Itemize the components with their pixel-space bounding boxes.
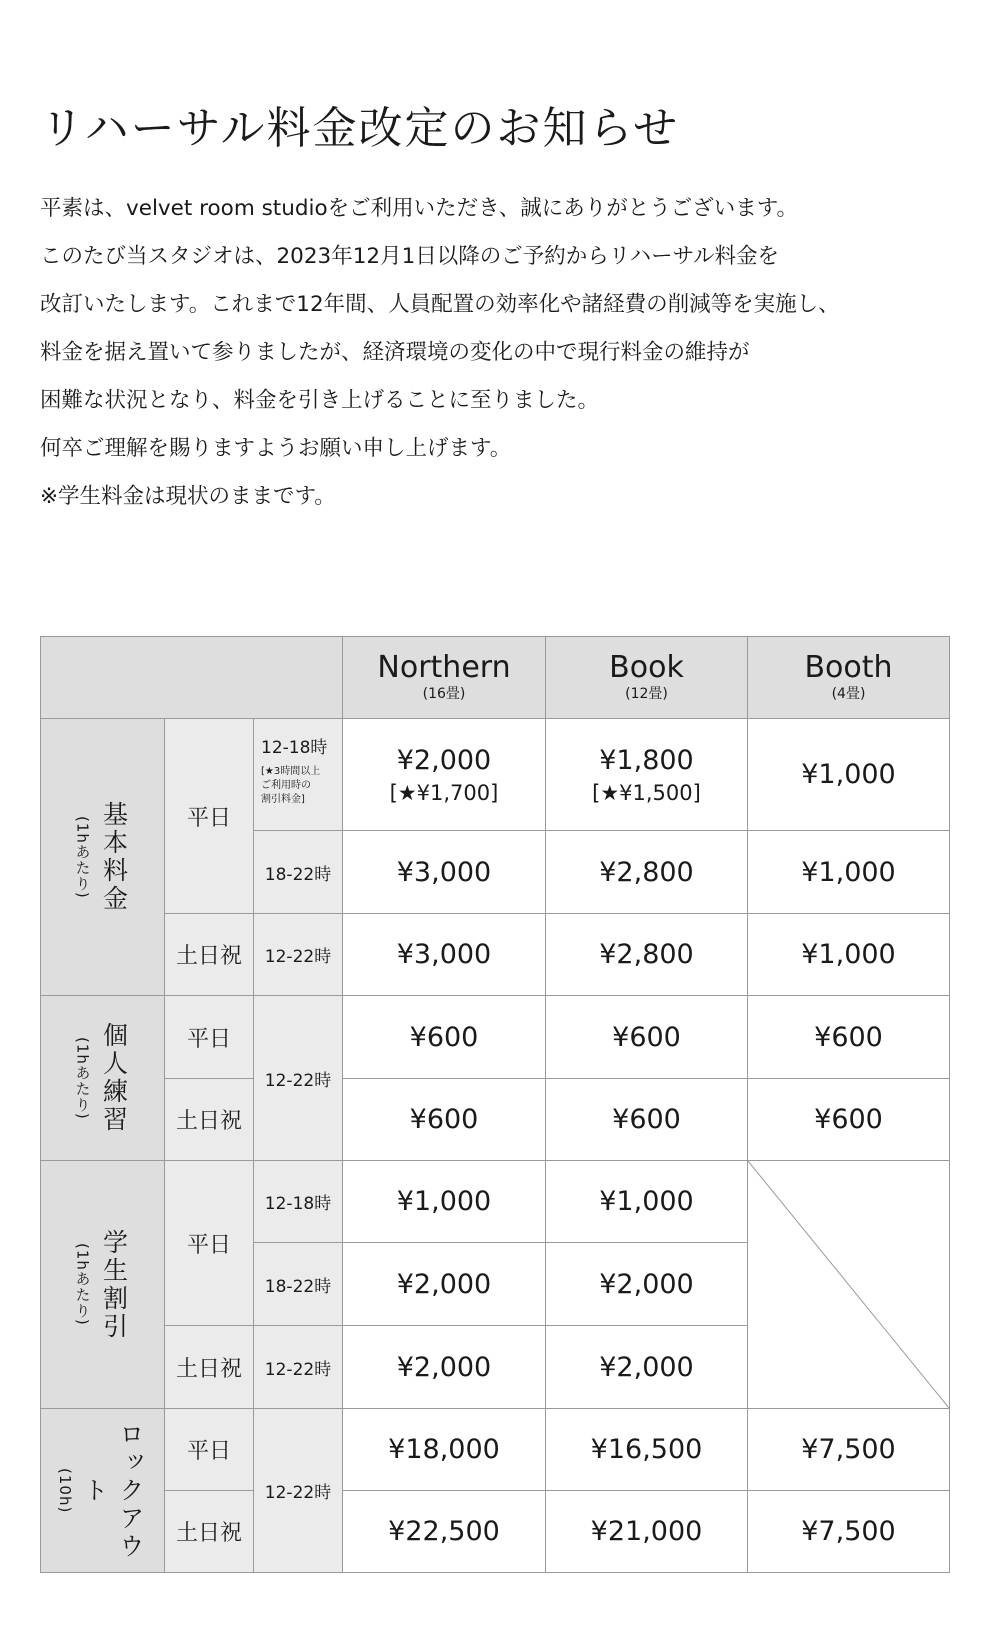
price-cell: ¥16,500 bbox=[546, 1409, 748, 1491]
price: ¥2,000 bbox=[396, 744, 492, 776]
price-cell: ¥1,000 bbox=[546, 1161, 748, 1243]
discount-note: [★3時間以上 ご利用時の 割引料金] bbox=[261, 766, 321, 805]
time-12-22: 12-22時 bbox=[254, 1409, 343, 1573]
day-weekday: 平日 bbox=[165, 996, 254, 1079]
day-weekend: 土日祝 bbox=[165, 1491, 254, 1573]
price-cell: ¥21,000 bbox=[546, 1491, 748, 1573]
diagonal-strike-line bbox=[748, 1161, 950, 1409]
price-cell: ¥2,800 bbox=[546, 914, 748, 996]
intro-line: 改訂いたします。これまで12年間、人員配置の効率化や諸経費の削減等を実施し、 bbox=[40, 292, 840, 317]
price-cell: ¥22,500 bbox=[343, 1491, 546, 1573]
discount-price: [★¥1,500] bbox=[592, 780, 701, 805]
intro-line: 何卒ご理解を賜りますようお願い申し上げます。 bbox=[40, 436, 512, 461]
price-cell: ¥2,000 bbox=[343, 1243, 546, 1326]
category-note: (1hあたり) bbox=[73, 1036, 92, 1120]
category-label: 学生割引 bbox=[99, 1228, 129, 1341]
intro-line: 料金を据え置いて参りましたが、経済環境の変化の中で現行料金の維持が bbox=[40, 340, 750, 365]
header-blank-cell bbox=[40, 636, 343, 719]
category-student bbox=[40, 1161, 165, 1409]
day-weekend: 土日祝 bbox=[165, 914, 254, 996]
time-18-22: 18-22時 bbox=[254, 831, 343, 914]
intro-line: 平素は、velvet room studioをご利用いただき、誠にありがとうございます。 bbox=[40, 196, 799, 221]
day-weekday: 平日 bbox=[165, 1409, 254, 1491]
category-personal bbox=[40, 996, 165, 1161]
day-weekend: 土日祝 bbox=[165, 1079, 254, 1161]
day-weekday: 平日 bbox=[165, 719, 254, 914]
day-weekday: 平日 bbox=[165, 1161, 254, 1326]
price-cell: ¥2,000 bbox=[343, 1326, 546, 1409]
category-label: 基本料金 bbox=[99, 801, 129, 913]
time-12-18-with-note bbox=[254, 719, 343, 831]
price-cell: ¥3,000 bbox=[343, 914, 546, 996]
price-cell: ¥600 bbox=[748, 996, 950, 1079]
intro-line: このたび当スタジオは、2023年12月1日以降のご予約からリハーサル料金を bbox=[40, 244, 780, 269]
time-12-22: 12-22時 bbox=[254, 996, 343, 1161]
price-cell: ¥600 bbox=[546, 996, 748, 1079]
price-table bbox=[40, 636, 950, 1573]
time-18-22: 18-22時 bbox=[254, 1243, 343, 1326]
time-12-22: 12-22時 bbox=[254, 1326, 343, 1409]
student-price-note: ※学生料金は現状のままです。 bbox=[40, 484, 336, 509]
price-cell: ¥2,000 bbox=[546, 1243, 748, 1326]
price-cell bbox=[343, 719, 546, 831]
price-cell: ¥2,000 bbox=[546, 1326, 748, 1409]
day-weekend: 土日祝 bbox=[165, 1326, 254, 1409]
time-12-22: 12-22時 bbox=[254, 914, 343, 996]
category-label: 個人練習 bbox=[99, 1022, 129, 1134]
header-booth bbox=[748, 636, 950, 719]
category-note: (1hあたり) bbox=[73, 1243, 92, 1326]
price-cell: ¥1,000 bbox=[748, 914, 950, 996]
price: ¥1,800 bbox=[599, 744, 694, 776]
price-cell: ¥18,000 bbox=[343, 1409, 546, 1491]
price-cell: ¥1,000 bbox=[748, 831, 950, 914]
price-cell: ¥600 bbox=[546, 1079, 748, 1161]
category-lockout bbox=[40, 1409, 165, 1573]
studio-name: Northern bbox=[377, 650, 511, 685]
studio-size: (12畳) bbox=[625, 686, 668, 702]
discount-price: [★¥1,700] bbox=[389, 780, 499, 805]
booth-not-applicable-cell bbox=[748, 1161, 950, 1409]
time-label: 12-18時 bbox=[261, 738, 328, 758]
time-12-18: 12-18時 bbox=[254, 1161, 343, 1243]
page-title: リハーサル料金改定のお知らせ bbox=[40, 103, 680, 154]
price-cell: ¥2,800 bbox=[546, 831, 748, 914]
price-cell: ¥600 bbox=[343, 1079, 546, 1161]
price-cell bbox=[546, 719, 748, 831]
price-cell: ¥600 bbox=[748, 1079, 950, 1161]
price-cell: ¥7,500 bbox=[748, 1491, 950, 1573]
intro-paragraph bbox=[40, 196, 840, 532]
studio-size: (16畳) bbox=[422, 686, 466, 702]
price-cell: ¥1,000 bbox=[748, 719, 950, 831]
header-book bbox=[546, 636, 748, 719]
category-basic bbox=[40, 719, 165, 996]
studio-size: (4畳) bbox=[831, 686, 866, 702]
price-cell: ¥600 bbox=[343, 996, 546, 1079]
category-note: (10h) bbox=[56, 1467, 74, 1514]
studio-name: Booth bbox=[804, 650, 893, 685]
category-label: ロックアウト bbox=[80, 1420, 145, 1561]
price-cell: ¥1,000 bbox=[343, 1161, 546, 1243]
category-note: (1hあたり) bbox=[73, 815, 92, 899]
studio-name: Book bbox=[609, 650, 684, 685]
header-northern bbox=[343, 636, 546, 719]
price-cell: ¥7,500 bbox=[748, 1409, 950, 1491]
intro-line: 困難な状況となり、料金を引き上げることに至りました。 bbox=[40, 388, 600, 413]
price-cell: ¥3,000 bbox=[343, 831, 546, 914]
